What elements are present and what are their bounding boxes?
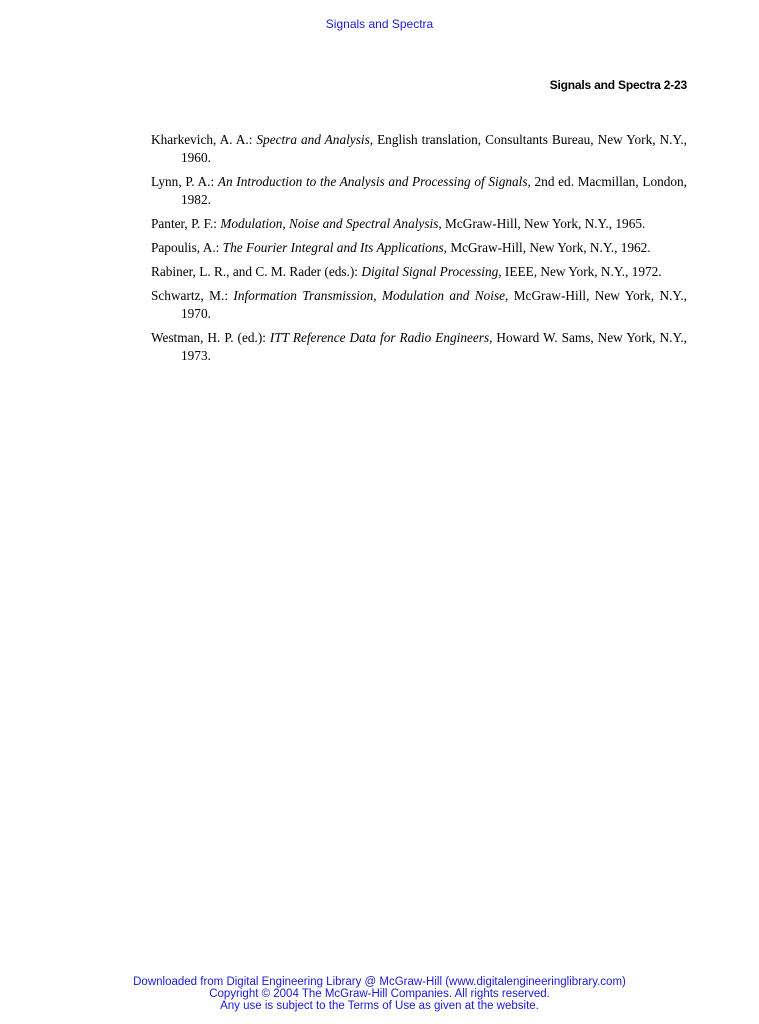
- reference-details: McGraw-Hill, New York, N.Y., 1965.: [441, 216, 646, 231]
- copyright-footer: [0, 976, 759, 1012]
- reference-authors: Papoulis, A.:: [151, 240, 223, 255]
- reference-title: ITT Reference Data for Radio Engineers,: [269, 330, 493, 345]
- chapter-title-link[interactable]: Signals and Spectra: [325, 17, 434, 31]
- running-head: Signals and Spectra 2-23: [549, 78, 687, 92]
- reference-title: Spectra and Analysis,: [256, 132, 374, 147]
- reference-list: [151, 131, 687, 371]
- reference-authors: Rabiner, L. R., and C. M. Rader (eds.):: [151, 264, 362, 279]
- footer-copyright: Copyright © 2004 The McGraw-Hill Companies. All rights reserved.: [209, 988, 550, 1000]
- reference-authors: Schwartz, M.:: [151, 288, 234, 303]
- reference-title: Modulation, Noise and Spectral Analysis,: [220, 216, 442, 231]
- reference-details: McGraw-Hill, New York, N.Y., 1962.: [447, 240, 651, 255]
- reference-authors: Lynn, P. A.:: [151, 174, 218, 189]
- reference-authors: Westman, H. P. (ed.):: [151, 330, 270, 345]
- reference-details: McGraw-Hill, New York, N.Y., 1970.: [181, 288, 687, 321]
- reference-title: An Introduction to the Analysis and Processing of Signals,: [217, 174, 531, 189]
- reference-title: The Fourier Integral and Its Applications,: [222, 240, 447, 255]
- reference-details: 2nd ed. Macmillan, London, 1982.: [181, 174, 688, 207]
- reference-authors: Panter, P. F.:: [151, 216, 221, 231]
- reference-item: [151, 131, 687, 167]
- reference-item: [151, 173, 687, 209]
- reference-item: [151, 329, 687, 365]
- reference-title: Information Transmission, Modulation and Noise,: [233, 288, 509, 303]
- footer-terms-link[interactable]: Any use is subject to the Terms of Use as given at the website.: [220, 1000, 539, 1012]
- footer-download-link[interactable]: Downloaded from Digital Engineering Library @ McGraw-Hill (www.digitalengineeringlibrary.com): [133, 976, 626, 988]
- reference-details: Howard W. Sams, New York, N.Y., 1973.: [181, 330, 687, 363]
- reference-title: Digital Signal Processing,: [361, 264, 502, 279]
- reference-item: [151, 287, 687, 323]
- reference-authors: Kharkevich, A. A.:: [151, 132, 257, 147]
- reference-details: IEEE, New York, N.Y., 1972.: [501, 264, 662, 279]
- reference-details: English translation, Consultants Bureau, New York, N.Y., 1960.: [181, 132, 687, 165]
- reference-item: [151, 263, 687, 281]
- reference-item: [151, 239, 687, 257]
- reference-item: [151, 215, 687, 233]
